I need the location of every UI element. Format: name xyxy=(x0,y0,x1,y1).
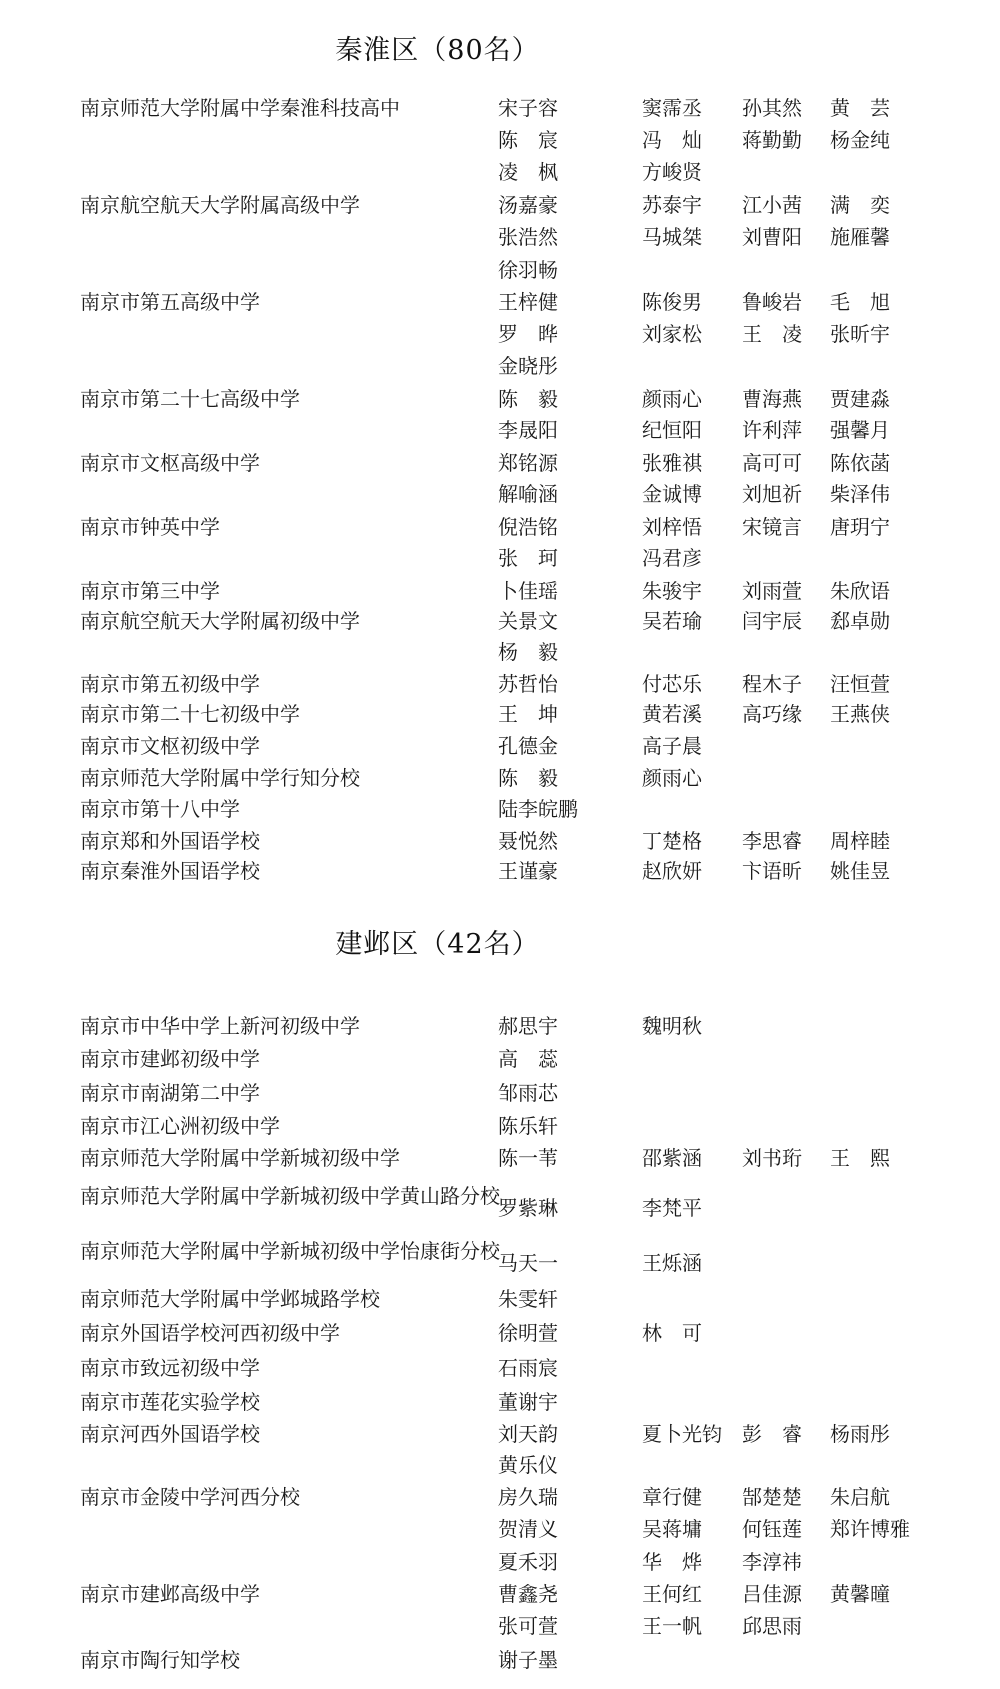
student-name: 曹海燕 xyxy=(742,387,802,411)
student-name: 王谨豪 xyxy=(498,859,558,883)
student-name: 王梓健 xyxy=(498,290,558,314)
student-name: 宋子容 xyxy=(498,96,558,120)
student-name: 窦霈丞 xyxy=(642,96,702,120)
school-name: 南京市建邺高级中学 xyxy=(80,1582,260,1606)
student-name: 陈 毅 xyxy=(498,387,558,411)
school-name: 南京师范大学附属中学秦淮科技高中 xyxy=(80,96,400,120)
student-name: 吴若瑜 xyxy=(642,609,702,633)
table-row xyxy=(0,254,1000,286)
student-name: 强馨月 xyxy=(830,418,890,442)
student-name: 郜楚楚 xyxy=(742,1485,802,1509)
table-row xyxy=(0,318,1000,350)
student-name: 赵欣妍 xyxy=(642,859,702,883)
table-row xyxy=(0,1043,1000,1075)
table-row xyxy=(0,1578,1000,1610)
student-name: 李思睿 xyxy=(742,829,802,853)
table-row xyxy=(0,793,1000,825)
student-name: 郑铭源 xyxy=(498,451,558,475)
student-name: 杨 毅 xyxy=(498,640,558,664)
student-name: 吕佳源 xyxy=(742,1582,802,1606)
table-row xyxy=(0,825,1000,857)
table-row xyxy=(0,511,1000,543)
school-name: 南京市文枢初级中学 xyxy=(80,734,260,758)
student-name: 柴泽伟 xyxy=(830,482,890,506)
student-name: 李晟阳 xyxy=(498,418,558,442)
student-name: 毛 旭 xyxy=(830,290,890,314)
school-name: 南京市陶行知学校 xyxy=(80,1648,240,1672)
student-name: 高巧缘 xyxy=(742,702,802,726)
student-name: 刘梓悟 xyxy=(642,515,702,539)
table-row xyxy=(0,762,1000,794)
student-name: 张雅祺 xyxy=(642,451,702,475)
school-name: 南京航空航天大学附属初级中学 xyxy=(80,609,360,633)
student-name: 倪浩铭 xyxy=(498,515,558,539)
student-name: 金晓彤 xyxy=(498,354,558,378)
table-row xyxy=(0,1142,1000,1174)
student-name: 汤嘉豪 xyxy=(498,193,558,217)
section-title: 秦淮区（80名） xyxy=(335,35,540,66)
school-name: 南京师范大学附属中学行知分校 xyxy=(80,766,360,790)
school-name: 南京师范大学附属中学新城初级中学 xyxy=(80,1146,400,1170)
table-row xyxy=(0,1418,1000,1450)
table-row xyxy=(0,668,1000,700)
school-name: 南京市南湖第二中学 xyxy=(80,1081,260,1105)
student-name: 邵紫涵 xyxy=(642,1146,702,1170)
student-name: 王 凌 xyxy=(742,322,802,346)
school-name: 南京市致远初级中学 xyxy=(80,1356,260,1380)
student-name: 高子晨 xyxy=(642,734,702,758)
student-name: 马天一 xyxy=(498,1251,558,1275)
student-name: 高 蕊 xyxy=(498,1047,558,1071)
school-name: 南京市第三中学 xyxy=(80,579,220,603)
school-name: 南京市江心洲初级中学 xyxy=(80,1114,280,1138)
student-name: 华 烨 xyxy=(642,1550,702,1574)
table-row xyxy=(0,1352,1000,1384)
table-row xyxy=(0,730,1000,762)
school-name: 南京市中华中学上新河初级中学 xyxy=(80,1014,360,1038)
student-name: 石雨宸 xyxy=(498,1356,558,1380)
student-name: 董谢宇 xyxy=(498,1390,558,1414)
student-name: 纪恒阳 xyxy=(642,418,702,442)
table-row xyxy=(0,189,1000,221)
school-name: 南京河西外国语学校 xyxy=(80,1422,260,1446)
student-name: 孔德金 xyxy=(498,734,558,758)
student-name: 曹鑫尧 xyxy=(498,1582,558,1606)
student-name: 朱欣语 xyxy=(830,579,890,603)
student-name: 邹雨芯 xyxy=(498,1081,558,1105)
student-name: 朱骏宇 xyxy=(642,579,702,603)
table-row xyxy=(0,1182,1000,1234)
student-name: 黄馨曈 xyxy=(830,1582,890,1606)
student-name: 陈俊男 xyxy=(642,290,702,314)
student-name: 黄 芸 xyxy=(830,96,890,120)
table-row xyxy=(0,1546,1000,1578)
school-name: 南京市文枢高级中学 xyxy=(80,451,260,475)
student-name: 陈依菡 xyxy=(830,451,890,475)
student-name: 房久瑞 xyxy=(498,1485,558,1509)
student-name: 林 可 xyxy=(642,1321,702,1345)
table-row xyxy=(0,124,1000,156)
table-row xyxy=(0,1010,1000,1042)
student-name: 郄卓勋 xyxy=(830,609,890,633)
table-row xyxy=(0,1077,1000,1109)
student-name: 王何红 xyxy=(642,1582,702,1606)
student-name: 冯 灿 xyxy=(642,128,702,152)
table-row xyxy=(0,1449,1000,1481)
student-name: 夏禾羽 xyxy=(498,1550,558,1574)
table-row xyxy=(0,478,1000,510)
student-name: 刘旭祈 xyxy=(742,482,802,506)
table-row xyxy=(0,92,1000,124)
student-name: 张昕宇 xyxy=(830,322,890,346)
table-row xyxy=(0,1610,1000,1642)
school-name: 南京外国语学校河西初级中学 xyxy=(80,1321,340,1345)
student-name: 朱启航 xyxy=(830,1485,890,1509)
student-name: 李淳祎 xyxy=(742,1550,802,1574)
student-name: 朱雯轩 xyxy=(498,1287,558,1311)
table-row xyxy=(0,414,1000,446)
table-row xyxy=(0,1481,1000,1513)
student-name: 郝思宇 xyxy=(498,1014,558,1038)
table-row xyxy=(0,855,1000,887)
school-name: 南京市金陵中学河西分校 xyxy=(80,1485,300,1509)
student-name: 付芯乐 xyxy=(642,672,702,696)
student-name: 卜佳瑶 xyxy=(498,579,558,603)
student-name: 施雁馨 xyxy=(830,225,890,249)
student-name: 苏泰宇 xyxy=(642,193,702,217)
student-name: 冯君彦 xyxy=(642,546,702,570)
school-name: 南京市第五高级中学 xyxy=(80,290,260,314)
school-name: 南京秦淮外国语学校 xyxy=(80,859,260,883)
table-row xyxy=(0,350,1000,382)
school-name: 南京师范大学附属中学邺城路学校 xyxy=(80,1287,380,1311)
student-name: 鲁峻岩 xyxy=(742,290,802,314)
student-name: 许利萍 xyxy=(742,418,802,442)
table-row xyxy=(0,1317,1000,1349)
school-name: 南京市莲花实验学校 xyxy=(80,1390,260,1414)
student-name: 马城桀 xyxy=(642,225,702,249)
student-name: 程木子 xyxy=(742,672,802,696)
student-name: 陆李皖鹏 xyxy=(498,797,578,821)
student-name: 金诚博 xyxy=(642,482,702,506)
student-name: 何钰莲 xyxy=(742,1517,802,1541)
student-name: 陈 宸 xyxy=(498,128,558,152)
student-name: 罗紫琳 xyxy=(498,1196,558,1220)
school-name: 南京市钟英中学 xyxy=(80,515,220,539)
table-row xyxy=(0,156,1000,188)
table-row xyxy=(0,1513,1000,1545)
school-name: 南京市第二十七初级中学 xyxy=(80,702,300,726)
student-name: 杨雨彤 xyxy=(830,1422,890,1446)
student-name: 张 珂 xyxy=(498,546,558,570)
student-name: 江小茜 xyxy=(742,193,802,217)
student-name: 陈 毅 xyxy=(498,766,558,790)
table-row xyxy=(0,286,1000,318)
table-row xyxy=(0,383,1000,415)
school-name: 南京市第二十七高级中学 xyxy=(80,387,300,411)
student-name: 姚佳昱 xyxy=(830,859,890,883)
student-name: 邱思雨 xyxy=(742,1614,802,1638)
student-name: 关景文 xyxy=(498,609,558,633)
student-name: 刘家松 xyxy=(642,322,702,346)
student-name: 颜雨心 xyxy=(642,766,702,790)
student-name: 魏明秋 xyxy=(642,1014,702,1038)
school-name: 南京郑和外国语学校 xyxy=(80,829,260,853)
student-name: 贺清义 xyxy=(498,1517,558,1541)
student-name: 宋镜言 xyxy=(742,515,802,539)
table-row xyxy=(0,575,1000,607)
student-name: 吴蒋墉 xyxy=(642,1517,702,1541)
student-name: 聂悦然 xyxy=(498,829,558,853)
table-row xyxy=(0,1386,1000,1418)
student-name: 苏哲怡 xyxy=(498,672,558,696)
table-row xyxy=(0,1644,1000,1676)
student-name: 彭 睿 xyxy=(742,1422,802,1446)
student-name: 王烁涵 xyxy=(642,1251,702,1275)
table-row xyxy=(0,542,1000,574)
section-title: 建邺区（42名） xyxy=(335,929,540,960)
student-name: 王一帆 xyxy=(642,1614,702,1638)
student-name: 唐玥宁 xyxy=(830,515,890,539)
student-name: 夏卜光钧 xyxy=(642,1422,722,1446)
student-name: 高可可 xyxy=(742,451,802,475)
student-name: 徐羽畅 xyxy=(498,258,558,282)
table-row xyxy=(0,698,1000,730)
student-name: 孙其然 xyxy=(742,96,802,120)
table-row xyxy=(0,1237,1000,1289)
student-name: 解喻涵 xyxy=(498,482,558,506)
school-name: 南京市第五初级中学 xyxy=(80,672,260,696)
school-name: 南京师范大学附属中学新城初级中学怡康街分校 xyxy=(80,1239,500,1263)
student-name: 张可萱 xyxy=(498,1614,558,1638)
school-name: 南京航空航天大学附属高级中学 xyxy=(80,193,360,217)
table-row xyxy=(0,636,1000,668)
student-name: 王 坤 xyxy=(498,702,558,726)
student-name: 汪恒萱 xyxy=(830,672,890,696)
student-name: 郑许博雅 xyxy=(830,1517,910,1541)
table-row xyxy=(0,447,1000,479)
student-name: 黄若溪 xyxy=(642,702,702,726)
student-name: 方峻贤 xyxy=(642,160,702,184)
student-name: 刘雨萱 xyxy=(742,579,802,603)
student-name: 凌 枫 xyxy=(498,160,558,184)
student-name: 王 熙 xyxy=(830,1146,890,1170)
student-name: 徐明萱 xyxy=(498,1321,558,1345)
student-name: 周梓睦 xyxy=(830,829,890,853)
table-row xyxy=(0,221,1000,253)
student-name: 卞语昕 xyxy=(742,859,802,883)
student-name: 满 奕 xyxy=(830,193,890,217)
student-name: 王燕侠 xyxy=(830,702,890,726)
student-name: 闫宇辰 xyxy=(742,609,802,633)
table-row xyxy=(0,1283,1000,1315)
student-name: 黄乐仪 xyxy=(498,1453,558,1477)
student-name: 陈一苇 xyxy=(498,1146,558,1170)
table-row xyxy=(0,1110,1000,1142)
student-name: 贾建淼 xyxy=(830,387,890,411)
student-name: 蒋勤勤 xyxy=(742,128,802,152)
student-name: 章行健 xyxy=(642,1485,702,1509)
student-name: 丁楚格 xyxy=(642,829,702,853)
student-name: 刘书珩 xyxy=(742,1146,802,1170)
student-name: 李梵平 xyxy=(642,1196,702,1220)
student-name: 刘天韵 xyxy=(498,1422,558,1446)
school-name: 南京市第十八中学 xyxy=(80,797,240,821)
student-name: 罗 晔 xyxy=(498,322,558,346)
student-name: 陈乐轩 xyxy=(498,1114,558,1138)
student-name: 杨金纯 xyxy=(830,128,890,152)
school-name: 南京市建邺初级中学 xyxy=(80,1047,260,1071)
student-name: 张浩然 xyxy=(498,225,558,249)
table-row xyxy=(0,605,1000,637)
student-name: 颜雨心 xyxy=(642,387,702,411)
student-name: 谢子墨 xyxy=(498,1648,558,1672)
student-name: 刘曹阳 xyxy=(742,225,802,249)
school-name: 南京师范大学附属中学新城初级中学黄山路分校 xyxy=(80,1184,500,1208)
